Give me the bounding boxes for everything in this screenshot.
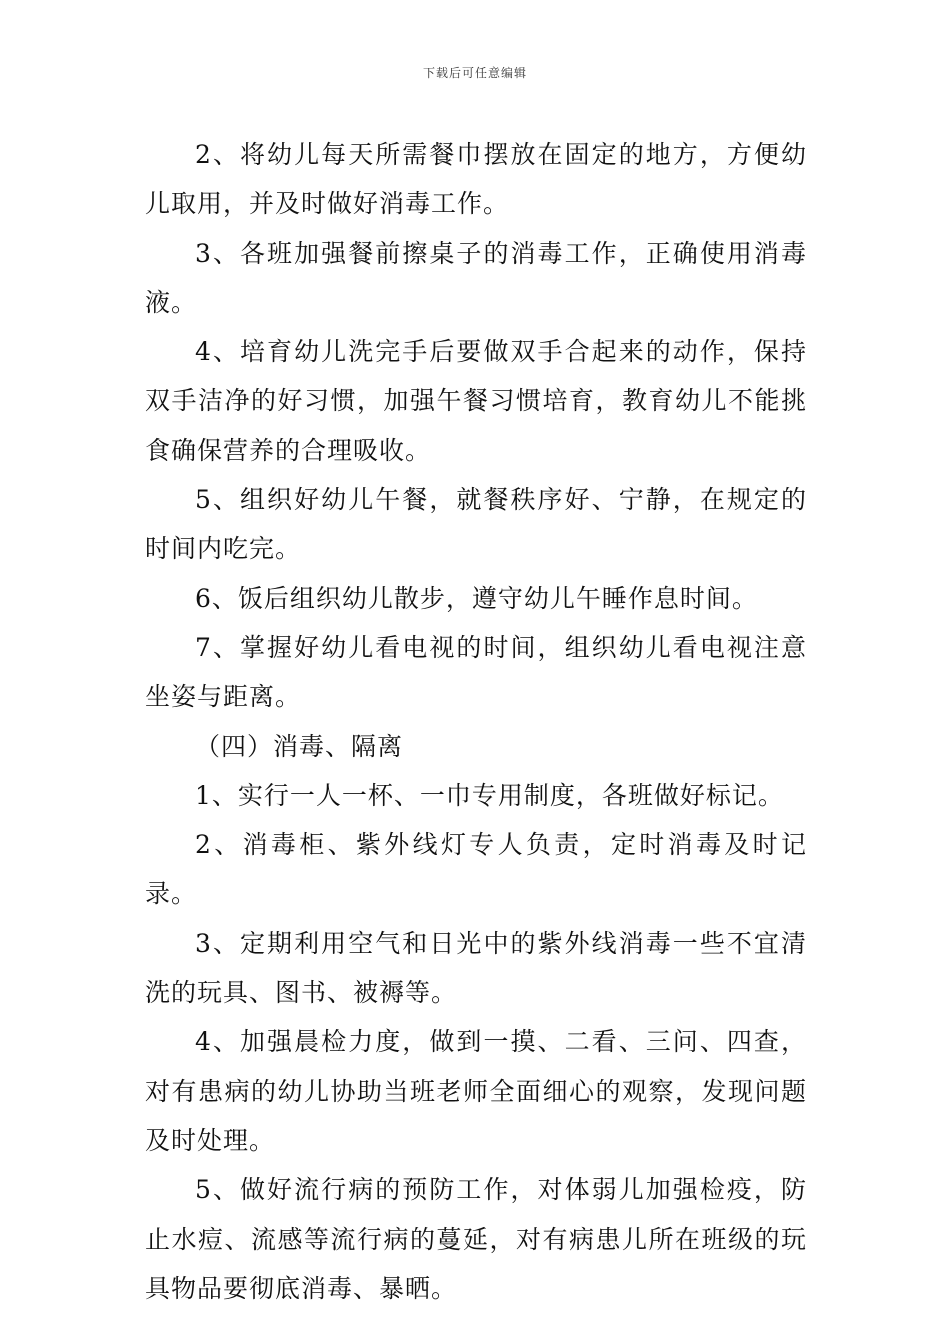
paragraph: 7、掌握好幼儿看电视的时间，组织幼儿看电视注意坐姿与距离。 (145, 632, 807, 712)
paragraph: 2、消毒柜、紫外线灯专人负责，定时消毒及时记录。 (145, 830, 807, 909)
paragraph: 2、将幼儿每天所需餐巾摆放在固定的地方，方便幼儿取用，并及时做好消毒工作。 (145, 140, 807, 219)
paragraph: 4、培育幼儿洗完手后要做双手合起来的动作，保持双手洁净的好习惯，加强午餐习惯培育，教育幼儿不能挑食确保营养的合理吸收。 (145, 337, 807, 465)
paragraph: 1、实行一人一杯、一巾专用制度，各班做好标记。 (195, 780, 784, 810)
paragraph: 5、组织好幼儿午餐，就餐秩序好、宁静，在规定的时间内吃完。 (145, 485, 807, 564)
paragraph: 3、定期利用空气和日光中的紫外线消毒一些不宜清洗的玩具、图书、被褥等。 (145, 928, 807, 1008)
section-heading: （四）消毒、隔离 (195, 731, 404, 761)
paragraph: 6、饭后组织幼儿散步，遵守幼儿午睡作息时间。 (195, 583, 758, 613)
body-text (145, 130, 807, 1313)
paragraph: 3、各班加强餐前擦桌子的消毒工作，正确使用消毒液。 (145, 238, 807, 317)
paragraph: 4、加强晨检力度，做到一摸、二看、三问、四查，对有患病的幼儿协助当班老师全面细心的观察，发现问题及时处理。 (145, 1027, 807, 1155)
paragraph: 5、做好流行病的预防工作，对体弱儿加强检疫，防止水痘、流感等流行病的蔓延，对有病患儿所在班级的玩具物品要彻底消毒、暴晒。 (145, 1175, 807, 1303)
header-note: 下载后可任意编辑 (422, 66, 527, 80)
